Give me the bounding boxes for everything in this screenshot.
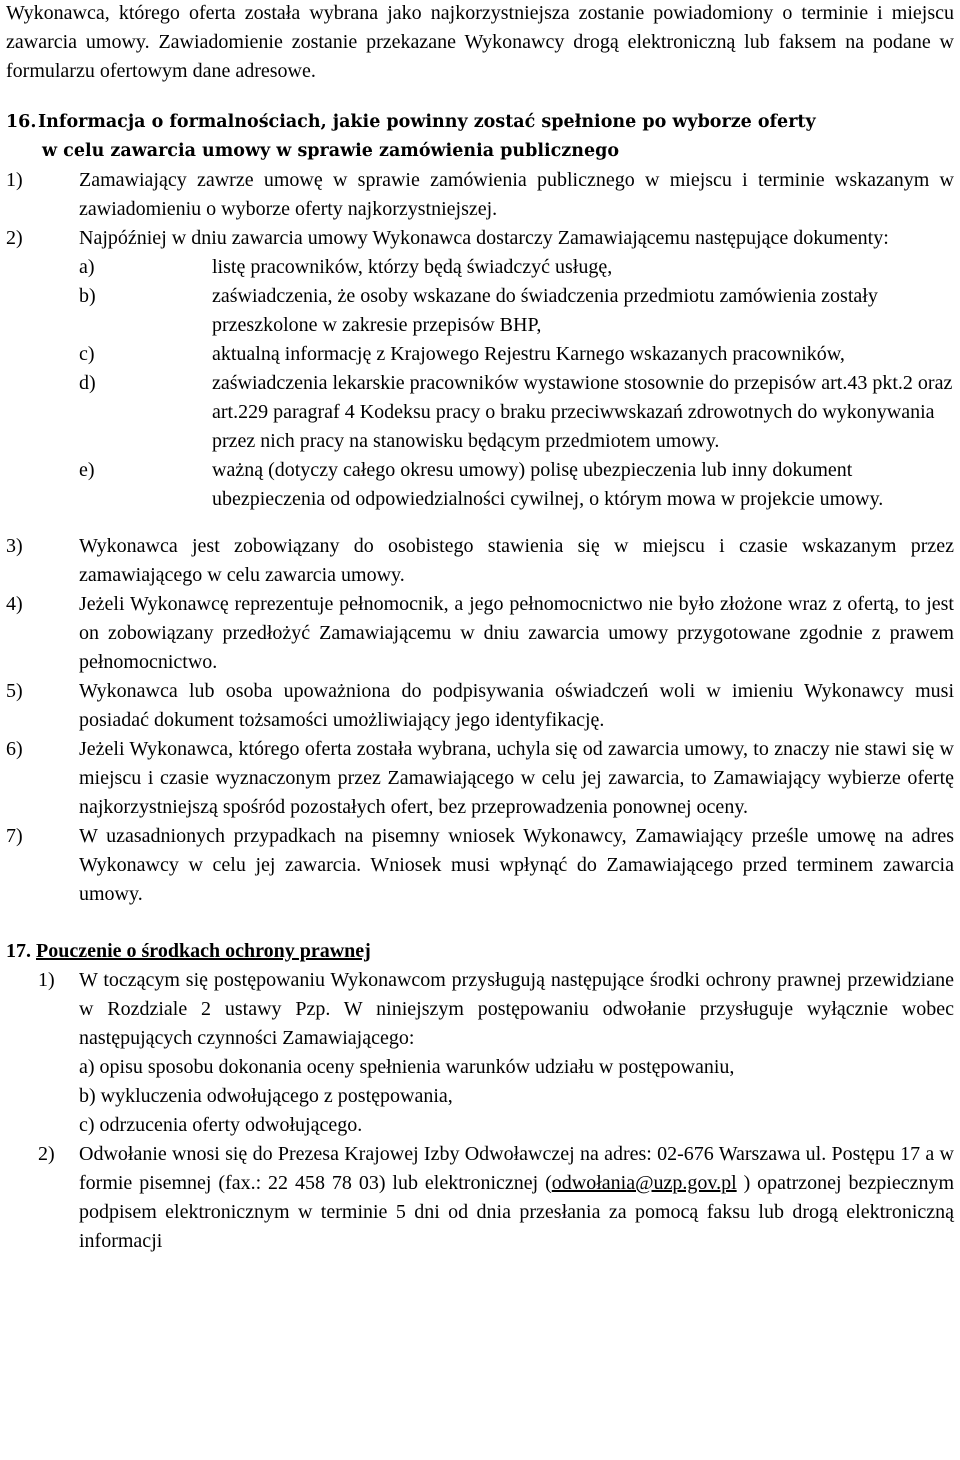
list-item bbox=[6, 166, 954, 224]
item-number: 7) bbox=[6, 825, 23, 847]
list-item bbox=[6, 735, 954, 822]
document-item bbox=[79, 253, 954, 282]
item-number: 2) bbox=[6, 227, 23, 249]
documents-list bbox=[79, 253, 954, 514]
document-letter: e) bbox=[79, 459, 95, 481]
list-item bbox=[6, 532, 954, 590]
section-16-number: 16. bbox=[6, 112, 37, 132]
item-text: Najpóźniej w dniu zawarcia umowy Wykonawca dostarczy Zamawiającemu następujące dokumenty: bbox=[79, 227, 889, 249]
item-text: W toczącym się postępowaniu Wykonawcom przysługują następujące środki ochrony prawnej przewidziane w Rozdziale 2 ustawy Pzp. W niniejszym postępowaniu odwołanie przysługuje wyłącznie wobec następujących czynności Zamawiającego: bbox=[79, 969, 954, 1049]
appeal-scope-b: b) wykluczenia odwołującego z postępowania, bbox=[79, 1085, 453, 1107]
document-letter: c) bbox=[79, 343, 95, 365]
item-text: W uzasadnionych przypadkach na pisemny wniosek Wykonawcy, Zamawiający prześle umowę na adres Wykonawcy w celu jej zawarcia. Wniosek musi wpłynąć do Zamawiającego przed terminem zawarcia umowy. bbox=[79, 825, 954, 905]
document-text: aktualną informację z Krajowego Rejestru Karnego wskazanych pracowników, bbox=[212, 343, 845, 365]
section-17-title: Pouczenie o środkach ochrony prawnej bbox=[36, 940, 371, 962]
item-number: 1) bbox=[6, 169, 23, 191]
item-text: Jeżeli Wykonawca, którego oferta została wybrana, uchyla się od zawarcia umowy, to znaczy nie stawi się w miejscu i czasie wyznaczonym przez Zamawiającego w celu jej zawarcia, to Zamawiający wybierze ofertę najkorzystniejszą spośród pozostałych ofert, bez przeprowadzenia ponownej oceny. bbox=[79, 738, 954, 818]
item-number: 3) bbox=[6, 535, 23, 557]
document-letter: b) bbox=[79, 285, 96, 307]
section-17-number: 17. bbox=[6, 940, 31, 962]
document-item bbox=[79, 456, 954, 514]
document-text: ważną (dotyczy całego okresu umowy) polisę ubezpieczenia lub inny dokument ubezpieczenia od odpowiedzialności cywilnej, o którym mowa w projekcie umowy. bbox=[212, 459, 884, 510]
list-item bbox=[6, 822, 954, 909]
document-item bbox=[79, 369, 954, 456]
appeal-scope-c: c) odrzucenia oferty odwołującego. bbox=[79, 1114, 363, 1136]
document-item bbox=[79, 340, 954, 369]
item-text bbox=[79, 1140, 954, 1256]
list-item bbox=[6, 1140, 954, 1256]
item-number: 2) bbox=[38, 1143, 55, 1165]
document-letter: a) bbox=[79, 256, 95, 278]
list-item bbox=[6, 677, 954, 735]
appeal-text-before: Odwołanie wnosi się do Prezesa Krajowej Izby Odwoławczej na adres: 02-676 Warszawa ul. Postępu 17 a w formie pisemnej (fax.: 22 458 78 03) lub elektronicznej ( bbox=[79, 1143, 954, 1194]
document-letter: d) bbox=[79, 372, 96, 394]
item-text: Jeżeli Wykonawcę reprezentuje pełnomocnik, a jego pełnomocnictwo nie było złożone wraz z ofertą, to jest on zobowiązany przedłożyć Zamawiającemu w dniu zawarcia umowy przygotowane zgodnie z prawem pełnomocnictwo. bbox=[79, 593, 954, 673]
appeal-scope-a: a) opisu sposobu dokonania oceny spełnienia warunków udziału w postępowaniu, bbox=[79, 1056, 735, 1078]
document-text: listę pracowników, którzy będą świadczyć usługę, bbox=[212, 256, 613, 278]
item-text: Wykonawca lub osoba upoważniona do podpisywania oświadczeń woli w imieniu Wykonawcy musi posiadać dokument tożsamości umożliwiający jego identyfikację. bbox=[79, 680, 954, 731]
item-number: 4) bbox=[6, 593, 23, 615]
section-16-list bbox=[6, 166, 954, 909]
document-text: zaświadczenia lekarskie pracowników wystawione stosownie do przepisów art.43 pkt.2 oraz art.229 paragraf 4 Kodeksu pracy o braku przeciwwskazań zdrowotnych do wykonywania przez nich pracy na stanowisku będącym przedmiotem umowy. bbox=[212, 372, 953, 452]
section-17-heading bbox=[6, 937, 954, 966]
appeal-text-after: ) opatrzonej bezpiecznym podpisem elektronicznym w terminie 5 dni od dnia przesłania za pomocą faksu lub drogą elektroniczną informacji bbox=[79, 1172, 955, 1252]
item-text: Wykonawca jest zobowiązany do osobistego stawienia się w miejscu i czasie wskazanym przez zamawiającego w celu zawarcia umowy. bbox=[79, 535, 954, 586]
item-number: 5) bbox=[6, 680, 23, 702]
document-item bbox=[79, 282, 954, 340]
intro-paragraph: Wykonawca, którego oferta została wybrana jako najkorzystniejsza zostanie powiadomiony o terminie i miejscu zawarcia umowy. Zawiadomienie zostanie przekazane Wykonawcy drogą elektroniczną lub faksem na podane w formularzu ofertowym dane adresowe. bbox=[6, 2, 954, 82]
list-item bbox=[6, 224, 954, 532]
list-item bbox=[6, 590, 954, 677]
section-16-title-line2: w celu zawarcia umowy w sprawie zamówienia publicznego bbox=[42, 141, 619, 161]
item-number: 1) bbox=[38, 969, 55, 991]
section-17-list bbox=[6, 966, 954, 1256]
email-link[interactable]: odwołania@uzp.gov.pl bbox=[551, 1172, 737, 1194]
section-16-heading bbox=[6, 108, 954, 166]
list-item bbox=[6, 966, 954, 1140]
section-16-title-line1: Informacja o formalnościach, jakie powinny zostać spełnione po wyborze oferty bbox=[38, 112, 816, 132]
section-17-body bbox=[6, 966, 954, 1256]
document-text: zaświadczenia, że osoby wskazane do świadczenia przedmiotu zamówienia zostały przeszkolone w zakresie przepisów BHP, bbox=[212, 285, 878, 336]
item-text: Zamawiający zawrze umowę w sprawie zamówienia publicznego w miejscu i terminie wskazanym w zawiadomieniu o wyborze oferty najkorzystniejszej. bbox=[79, 169, 954, 220]
item-number: 6) bbox=[6, 738, 23, 760]
